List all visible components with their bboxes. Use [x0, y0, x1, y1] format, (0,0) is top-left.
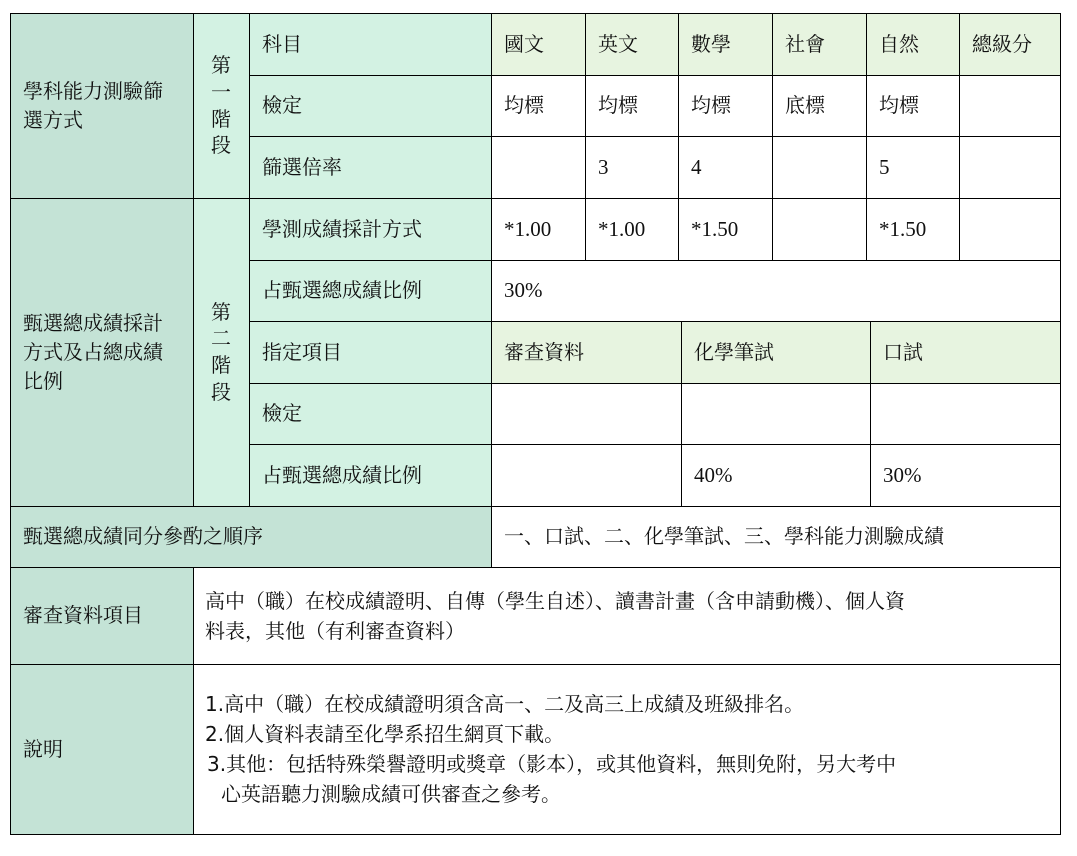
subject-header-cell: 社會 [772, 13, 866, 75]
subject-header-cell: 英文 [585, 13, 678, 75]
designated-item-cell: 口試 [870, 321, 1060, 383]
row-label-check: 檢定 [249, 75, 491, 136]
note-line: 2.個人資料表請至化學系招生網頁下載。 [205, 722, 565, 746]
row-label-score-calc: 學測成績採計方式 [249, 198, 491, 260]
stage-char: 階 [211, 106, 231, 131]
subject-header-cell: 國文 [491, 13, 585, 75]
calc-cell: *1.50 [678, 198, 772, 260]
review-line: 高中（職）在校成績證明、自傳（學生自述）、讀書計畫（含申請動機）、個人資 [205, 588, 905, 613]
row-label-check-2: 檢定 [249, 383, 491, 444]
row-label-item-ratio: 占甄選總成績比例 [249, 444, 491, 506]
ratio-cell: 3 [585, 136, 678, 198]
stage-char: 二 [211, 326, 231, 351]
subject-header-cell: 自然 [866, 13, 959, 75]
note-line: 3.其他：包括特殊榮譽證明或獎章（影本），或其他資料，無則免附，另大考中 [207, 752, 897, 776]
designated-item-cell: 審查資料 [491, 321, 681, 383]
row-label-subject: 科目 [249, 13, 491, 75]
review-line: 料表，其他（有利審查資料） [205, 618, 465, 643]
row-label-screening-ratio: 篩選倍率 [249, 136, 491, 198]
designated-item-cell: 化學筆試 [681, 321, 870, 383]
row-label-designated-items: 指定項目 [249, 321, 491, 383]
subject-header-cell: 數學 [678, 13, 772, 75]
ratio-cell: 5 [866, 136, 959, 198]
tie-break-value: 一、口試、二、化學筆試、三、學科能力測驗成績 [491, 506, 1060, 567]
calc-cell: *1.00 [585, 198, 678, 260]
stage-char: 段 [211, 133, 231, 158]
tie-break-label: 甄選總成績同分參酌之順序 [10, 506, 491, 567]
check-cell: 底標 [772, 75, 866, 136]
stage-char: 第 [211, 53, 231, 78]
stage-char: 第 [211, 299, 231, 324]
item-ratio-cell: 40% [681, 444, 870, 506]
stage-char: 段 [211, 379, 231, 404]
row-label-total-ratio: 占甄選總成績比例 [249, 260, 491, 321]
check-cell: 均標 [491, 75, 585, 136]
stage-char: 一 [211, 79, 231, 104]
table-borders [10, 13, 1062, 836]
calc-cell: *1.50 [866, 198, 959, 260]
total-ratio-value: 30% [491, 260, 1060, 321]
item-ratio-cell: 30% [870, 444, 1060, 506]
review-items-label: 審查資料項目 [10, 567, 193, 664]
check-cell: 均標 [866, 75, 959, 136]
check-cell: 均標 [585, 75, 678, 136]
phase1-section-text: 學科能力測驗篩選方式 [23, 78, 163, 132]
notes-label: 說明 [10, 664, 193, 834]
ratio-cell: 4 [678, 136, 772, 198]
check-cell: 均標 [678, 75, 772, 136]
calc-cell: *1.00 [491, 198, 585, 260]
note-line: 1.高中（職）在校成績證明須含高一、二及高三上成績及班級排名。 [205, 692, 805, 716]
note-line: 心英語聽力測驗成績可供審查之參考。 [221, 782, 561, 806]
stage-char: 階 [211, 353, 231, 377]
subject-header-cell: 總級分 [959, 13, 1060, 75]
phase2-section-text: 甄選總成績採計方式及占總成績比例 [23, 310, 163, 393]
